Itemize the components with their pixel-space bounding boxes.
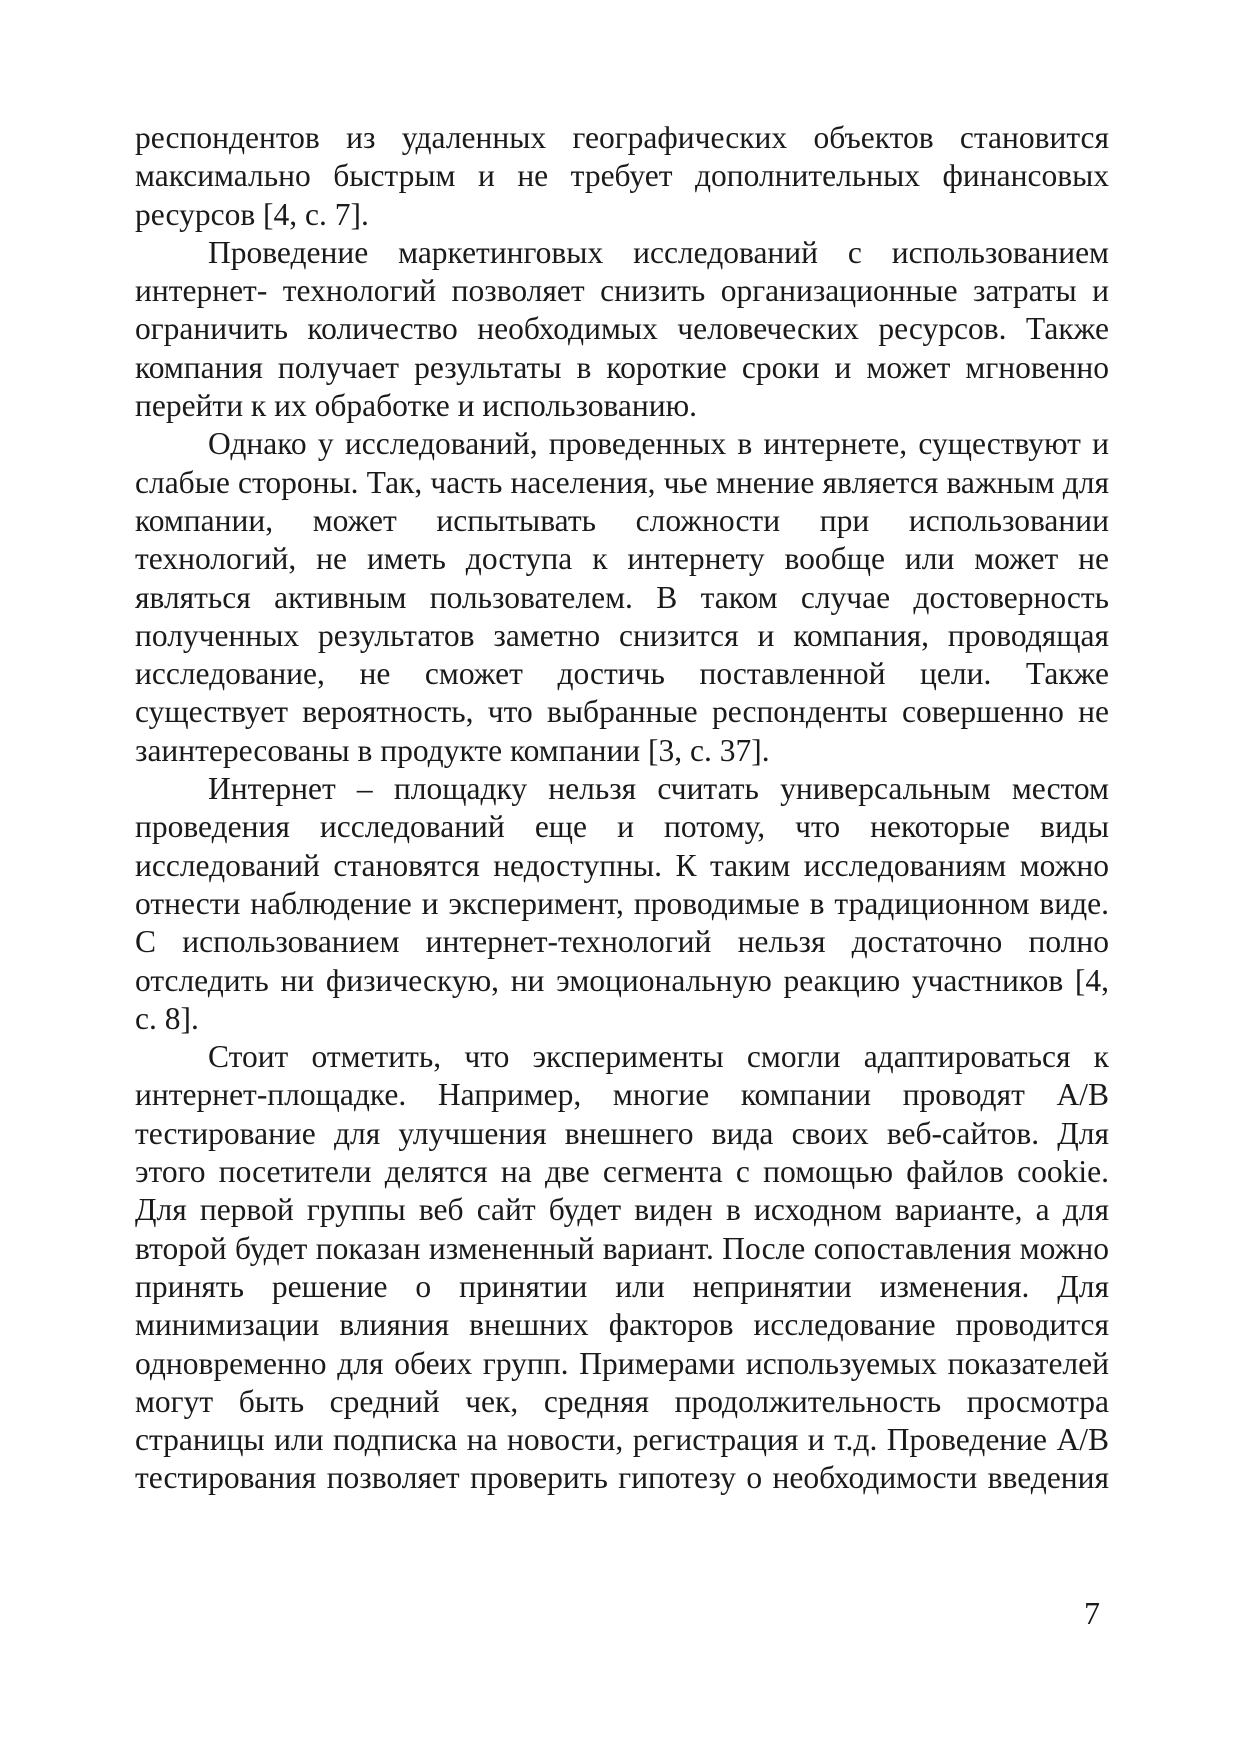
paragraph-internet-weaknesses: Однако у исследований, проведенных в интернете, существуют и слабые стороны. Так, часть населения, чье мнение является важным для компании, может испытывать сложности при использовании технологий, не иметь доступа к интернету вообще или может не являться активным пользователем. В таком случае достоверность полученных результатов заметно снизится и компания, проводящая исследование, не сможет достичь поставленной цели. Также существует вероятность, что выбранные респонденты совершенно не заинтересованы в продукте компании [3, с. 37]. xyxy=(135,426,1109,768)
page-number: 7 xyxy=(1084,1595,1100,1631)
paragraph-ab-testing: Стоит отметить, что эксперименты смогли адаптироваться к интернет-площадке. Например, многие компании проводят A/B тестирование для улучшения внешнего вида своих веб-сайтов. Для этого посетители делятся на две сегмента с помощью файлов cookie. Для первой группы веб сайт будет виден в исходном варианте, а для второй будет показан измененный вариант. После сопоставления можно принять решение о принятии или непринятии изменения. Для минимизации влияния внешних факторов исследование проводится одновременно для обеих групп. Примерами используемых показателей могут быть средний чек, средняя продолжительность просмотра страницы или подписка на новости, регистрация и т.д. Проведение A/B тестирования позволяет проверить гипотезу о необходимости введения xyxy=(135,1039,1109,1496)
paragraph-internet-benefits: Проведение маркетинговых исследований с использованием интернет- технологий позволяет снизить организационные затраты и ограничить количество необходимых человеческих ресурсов. Также компания получает результаты в короткие сроки и может мгновенно перейти к их обработке и использованию. xyxy=(135,234,1109,424)
paragraph-internet-limitations: Интернет – площадку нельзя считать универсальным местом проведения исследований еще и потому, что некоторые виды исследований становятся недоступны. К таким исследованиям можно отнести наблюдение и эксперимент, проводимые в традиционном виде. С использованием интернет-технологий нельзя достаточно полно отследить ни физическую, ни эмоциональную реакцию участников [4, с. 8]. xyxy=(135,771,1109,1036)
body-text xyxy=(135,119,1109,1498)
paragraph-continuation: респондентов из удаленных географических объектов становится максимально быстрым и не требует дополнительных финансовых ресурсов [4, с. 7]. xyxy=(135,120,1109,232)
